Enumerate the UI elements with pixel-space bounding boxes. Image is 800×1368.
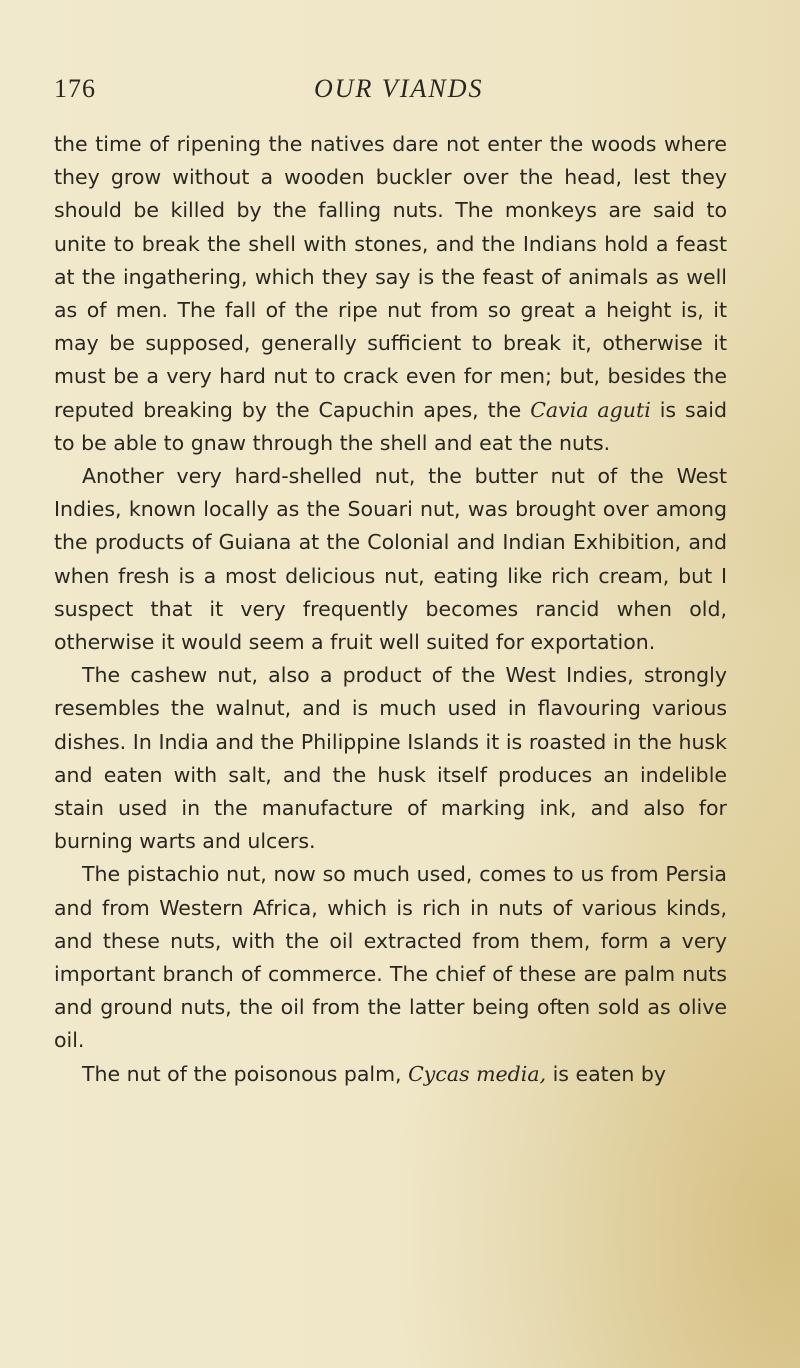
paragraph-5-italic: Cycas media,	[408, 1061, 547, 1086]
paragraph-3: The cashew nut, also a product of the West Indies, strongly resembles the walnut, and is much used in flavouring various dishes. In India and the Philippine Islands it is roasted in the husk and eaten with salt, and the husk itself produces an indelible stain used in the manufacture of marking ink, and also for burning warts and ulcers.	[54, 663, 727, 854]
body-text	[54, 128, 727, 1091]
paragraph-5-text-a: The nut of the poisonous palm,	[82, 1061, 409, 1086]
page-header	[54, 74, 714, 114]
paragraph-5-text-b: is eaten by	[546, 1061, 666, 1086]
page-number: 176	[54, 74, 96, 103]
paragraph-1-text-b: is said to be able to gnaw through the shell and eat the nuts.	[54, 397, 727, 455]
paragraph-5	[54, 1058, 727, 1091]
running-head: OUR VIANDS	[314, 74, 484, 103]
paragraph-1-text-a: the time of ripening the natives dare not enter the woods where they grow without a wooden buckler over the head, lest they should be killed by the falling nuts. The monkeys are said to unite to break the shell with stones, and the Indians hold a feast at the ingathering, which they say is the feast of animals as well as of men. The fall of the ripe nut from so great a height is, it may be supposed, generally sufficient to break it, otherwise it must be a very hard nut to crack even for men; but, besides the reputed breaking by the Capuchin apes, the	[54, 132, 727, 422]
paragraph-4: The pistachio nut, now so much used, comes to us from Persia and from Western Africa, which is rich in nuts of various kinds, and these nuts, with the oil extracted from them, form a very important branch of commerce. The chief of these are palm nuts and ground nuts, the oil from the latter being often sold as olive oil.	[54, 862, 727, 1053]
paragraph-1-italic: Cavia aguti	[530, 397, 651, 422]
paragraph-2: Another very hard-shelled nut, the butter nut of the West Indies, known locally as the Souari nut, was brought over among the products of Guiana at the Colonial and Indian Exhibition, and when fresh is a most delicious nut, eating like rich cream, but I suspect that it very frequently becomes rancid when old, otherwise it would seem a fruit well suited for exportation.	[54, 464, 727, 655]
paragraph-1	[54, 128, 727, 460]
